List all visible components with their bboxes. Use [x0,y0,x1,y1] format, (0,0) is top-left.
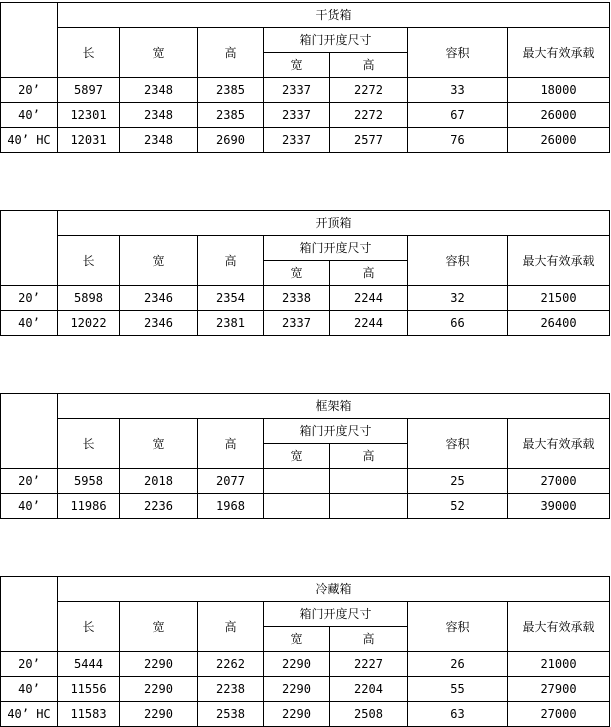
cell-width: 2346 [120,311,198,336]
cell-type: 20’ [1,78,58,103]
cell-door-width: 2290 [264,652,330,677]
corner-cell [1,211,58,286]
cell-volume: 26 [408,652,508,677]
header-height: 高 [198,602,264,652]
cell-width: 2348 [120,78,198,103]
cell-width: 2290 [120,677,198,702]
cell-volume: 66 [408,311,508,336]
cell-type: 40’ HC [1,128,58,153]
cell-length: 12022 [58,311,120,336]
cell-height: 2381 [198,311,264,336]
table-row [1,469,610,494]
header-volume: 容积 [408,602,508,652]
header-height: 高 [198,28,264,78]
cell-max-load: 26000 [508,103,610,128]
cell-height: 2538 [198,702,264,727]
header-max-load: 最大有效承载 [508,602,610,652]
corner-cell [1,577,58,652]
cell-max-load: 27000 [508,702,610,727]
header-width: 宽 [120,419,198,469]
header-length: 长 [58,236,120,286]
cell-door-width: 2337 [264,128,330,153]
header-door-width: 宽 [264,53,330,78]
cell-max-load: 18000 [508,78,610,103]
cell-type: 20’ [1,469,58,494]
cell-volume: 76 [408,128,508,153]
header-door-size: 箱门开度尺寸 [264,236,408,261]
cell-type: 40’ HC [1,702,58,727]
corner-cell [1,3,58,78]
cell-length: 12031 [58,128,120,153]
cell-volume: 55 [408,677,508,702]
table-title: 冷藏箱 [58,577,610,602]
cell-max-load: 27000 [508,469,610,494]
header-door-width: 宽 [264,261,330,286]
container-table-reefer [0,576,610,727]
cell-height: 1968 [198,494,264,519]
cell-door-height [330,469,408,494]
table-title: 开顶箱 [58,211,610,236]
header-door-height: 高 [330,444,408,469]
cell-type: 20’ [1,652,58,677]
table-row [1,128,610,153]
cell-max-load: 21500 [508,286,610,311]
header-door-height: 高 [330,53,408,78]
cell-door-width: 2337 [264,103,330,128]
header-length: 长 [58,28,120,78]
cell-door-width: 2337 [264,78,330,103]
cell-door-height: 2272 [330,78,408,103]
cell-door-width [264,469,330,494]
table-row [1,702,610,727]
cell-height: 2238 [198,677,264,702]
cell-door-height: 2244 [330,311,408,336]
table-row [1,652,610,677]
cell-length: 12301 [58,103,120,128]
cell-type: 40’ [1,494,58,519]
cell-door-width: 2290 [264,677,330,702]
header-door-size: 箱门开度尺寸 [264,28,408,53]
header-width: 宽 [120,28,198,78]
cell-height: 2262 [198,652,264,677]
table-row [1,677,610,702]
header-volume: 容积 [408,419,508,469]
table-row [1,286,610,311]
header-max-load: 最大有效承载 [508,419,610,469]
cell-width: 2290 [120,652,198,677]
cell-volume: 33 [408,78,508,103]
cell-max-load: 26000 [508,128,610,153]
cell-width: 2290 [120,702,198,727]
table-title: 干货箱 [58,3,610,28]
header-volume: 容积 [408,236,508,286]
header-height: 高 [198,236,264,286]
table-row [1,494,610,519]
header-max-load: 最大有效承载 [508,28,610,78]
table-row [1,311,610,336]
container-table-dry [0,2,610,153]
header-door-height: 高 [330,627,408,652]
cell-height: 2077 [198,469,264,494]
cell-door-width: 2290 [264,702,330,727]
cell-volume: 52 [408,494,508,519]
corner-cell [1,394,58,469]
header-door-width: 宽 [264,444,330,469]
cell-type: 40’ [1,311,58,336]
cell-length: 5898 [58,286,120,311]
cell-width: 2348 [120,103,198,128]
cell-max-load: 26400 [508,311,610,336]
cell-door-width: 2337 [264,311,330,336]
cell-max-load: 21000 [508,652,610,677]
table-row [1,78,610,103]
container-table-open-top [0,210,610,336]
header-length: 长 [58,419,120,469]
cell-height: 2385 [198,103,264,128]
table-title: 框架箱 [58,394,610,419]
header-door-size: 箱门开度尺寸 [264,419,408,444]
table-row [1,103,610,128]
cell-type: 40’ [1,677,58,702]
cell-volume: 32 [408,286,508,311]
cell-door-width [264,494,330,519]
cell-length: 11556 [58,677,120,702]
cell-width: 2018 [120,469,198,494]
cell-door-height: 2577 [330,128,408,153]
cell-volume: 63 [408,702,508,727]
cell-width: 2236 [120,494,198,519]
cell-height: 2354 [198,286,264,311]
cell-length: 11583 [58,702,120,727]
cell-door-width: 2338 [264,286,330,311]
cell-max-load: 39000 [508,494,610,519]
header-height: 高 [198,419,264,469]
cell-max-load: 27900 [508,677,610,702]
cell-width: 2348 [120,128,198,153]
cell-door-height: 2204 [330,677,408,702]
cell-type: 40’ [1,103,58,128]
cell-height: 2385 [198,78,264,103]
header-door-width: 宽 [264,627,330,652]
container-table-flat-rack [0,393,610,519]
cell-door-height: 2508 [330,702,408,727]
cell-volume: 67 [408,103,508,128]
cell-door-height: 2272 [330,103,408,128]
header-width: 宽 [120,236,198,286]
header-width: 宽 [120,602,198,652]
header-volume: 容积 [408,28,508,78]
cell-length: 11986 [58,494,120,519]
cell-door-height [330,494,408,519]
header-max-load: 最大有效承载 [508,236,610,286]
cell-width: 2346 [120,286,198,311]
cell-length: 5444 [58,652,120,677]
cell-door-height: 2227 [330,652,408,677]
cell-length: 5958 [58,469,120,494]
header-length: 长 [58,602,120,652]
header-door-size: 箱门开度尺寸 [264,602,408,627]
cell-type: 20’ [1,286,58,311]
cell-door-height: 2244 [330,286,408,311]
cell-volume: 25 [408,469,508,494]
header-door-height: 高 [330,261,408,286]
cell-height: 2690 [198,128,264,153]
cell-length: 5897 [58,78,120,103]
